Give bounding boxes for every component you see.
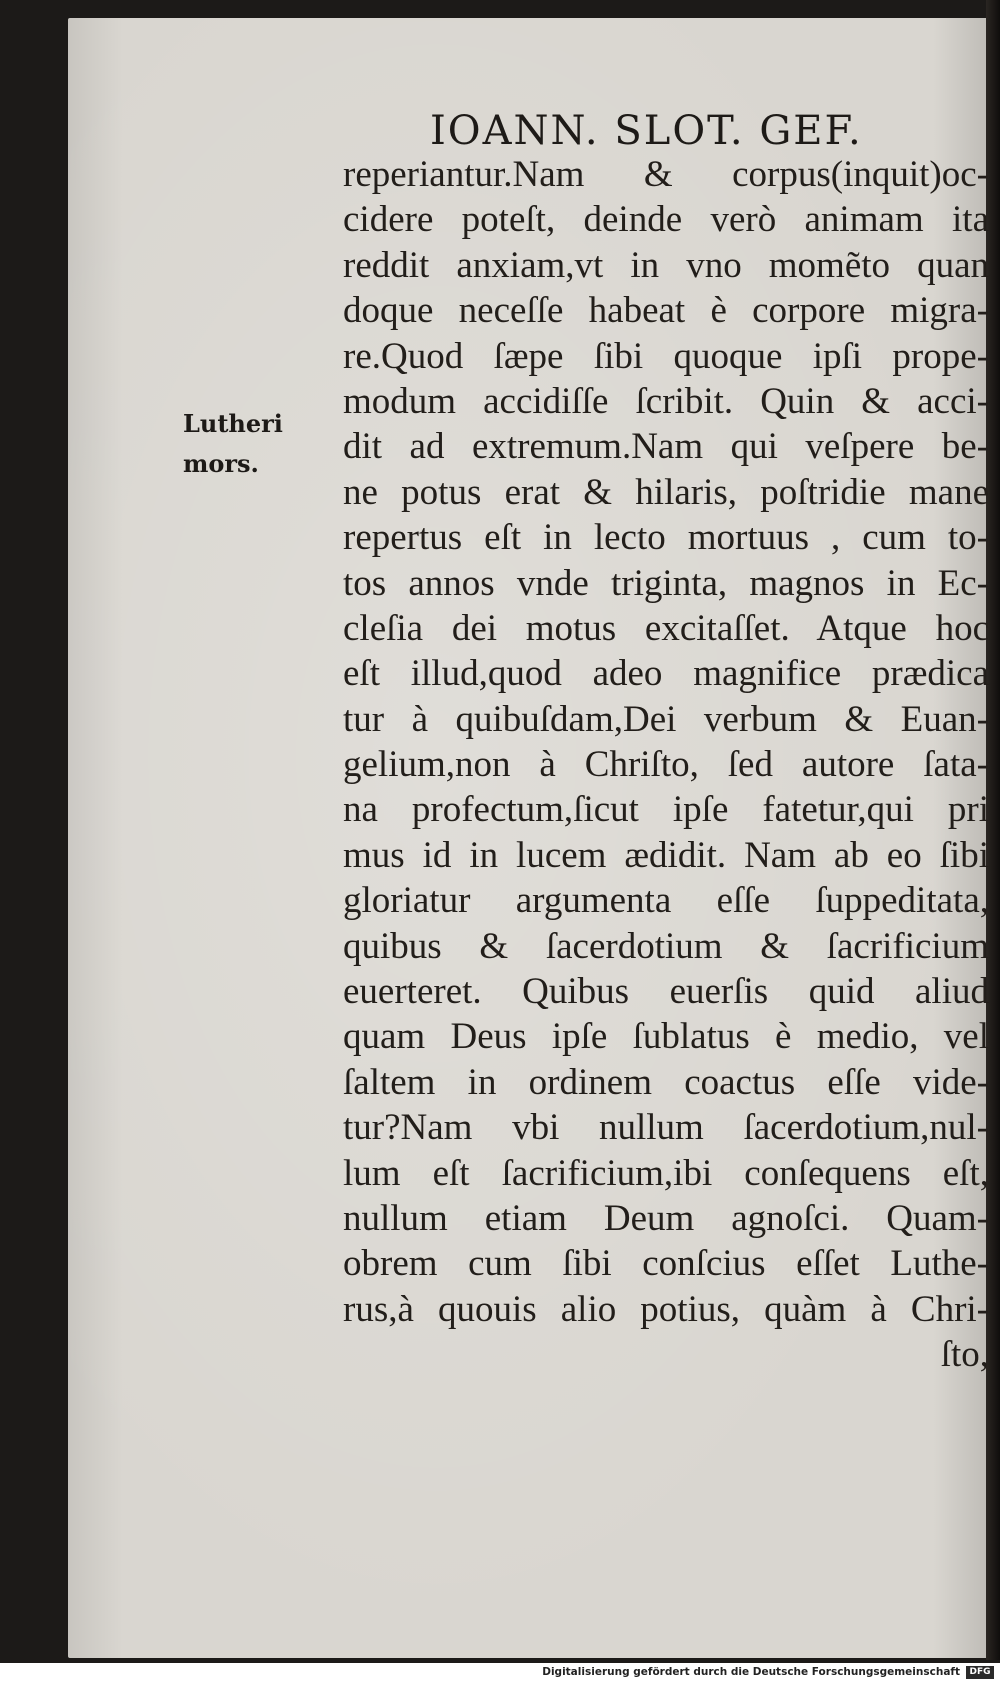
marginal-note-line-2: mors.: [183, 449, 259, 478]
text-line: mus id in lucem ædidit. Nam ab eo ſibi: [343, 834, 989, 876]
funding-credit: Digitalisierung gefördert durch die Deutsche Forschungsgemeinschaft: [542, 1666, 960, 1678]
text-line: tur à quibuſdam,Dei verbum & Euan-: [343, 698, 989, 740]
text-line: gelium,non à Chriſto, ſed autore ſata-: [343, 744, 989, 786]
text-line: ne potus erat & hilaris, poſtridie mane: [343, 471, 989, 513]
text-line: reddit anxiam,vt in vno momẽto quan: [343, 244, 989, 286]
text-line: lum eſt ſacrificium,ibi conſequens eſt,: [343, 1152, 989, 1194]
text-line: na profectum,ſicut ipſe fatetur,qui pri: [343, 789, 989, 831]
text-line: nullum etiam Deum agnoſci. Quam-: [343, 1197, 989, 1239]
running-header: IOANN. SLOT. GEF.: [430, 108, 863, 154]
catchword: ſto,: [940, 1334, 989, 1376]
text-line: cleſia dei motus excitaſſet. Atque hoc: [343, 607, 989, 649]
text-line: cidere poteſt, deinde verò animam ita: [343, 199, 989, 241]
text-line: tos annos vnde triginta, magnos in Ec-: [343, 562, 989, 604]
text-line: euerteret. Quibus euerſis quid aliud: [343, 971, 989, 1013]
text-line: reperiantur.Nam & corpus(inquit)oc-: [343, 154, 989, 195]
text-line: gloriatur argumenta eſſe ſuppeditata,: [343, 880, 989, 922]
text-line: rus,à quouis alio potius, quàm à Chri-: [343, 1288, 989, 1330]
digitization-footer: [0, 1663, 1000, 1683]
text-line: quam Deus ipſe ſublatus è medio, vel: [343, 1016, 989, 1058]
text-line: obrem cum ſibi conſcius eſſet Luthe-: [343, 1243, 989, 1285]
text-line: eſt illud,quod adeo magnifice prædica: [343, 653, 989, 695]
text-line: tur?Nam vbi nullum ſacerdotium,nul-: [343, 1107, 989, 1149]
text-line: ſaltem in ordinem coactus eſſe vide-: [343, 1061, 989, 1103]
text-line: repertus eſt in lecto mortuus , cum to-: [343, 517, 989, 559]
text-line: quibus & ſacerdotium & ſacrificium: [343, 925, 989, 967]
marginal-note: [183, 404, 283, 484]
marginal-note-line-1: Lutheri: [183, 409, 283, 438]
body-text: [343, 152, 989, 1378]
text-line: modum accidiſſe ſcribit. Quin & acci-: [343, 380, 989, 422]
text-line: re.Quod ſæpe ſibi quoque ipſi prope-: [343, 335, 989, 377]
text-line: dit ad extremum.Nam qui veſpere be-: [343, 426, 989, 468]
text-line: doque neceſſe habeat è corpore migra-: [343, 290, 989, 332]
dfg-logo: DFG: [966, 1666, 994, 1679]
